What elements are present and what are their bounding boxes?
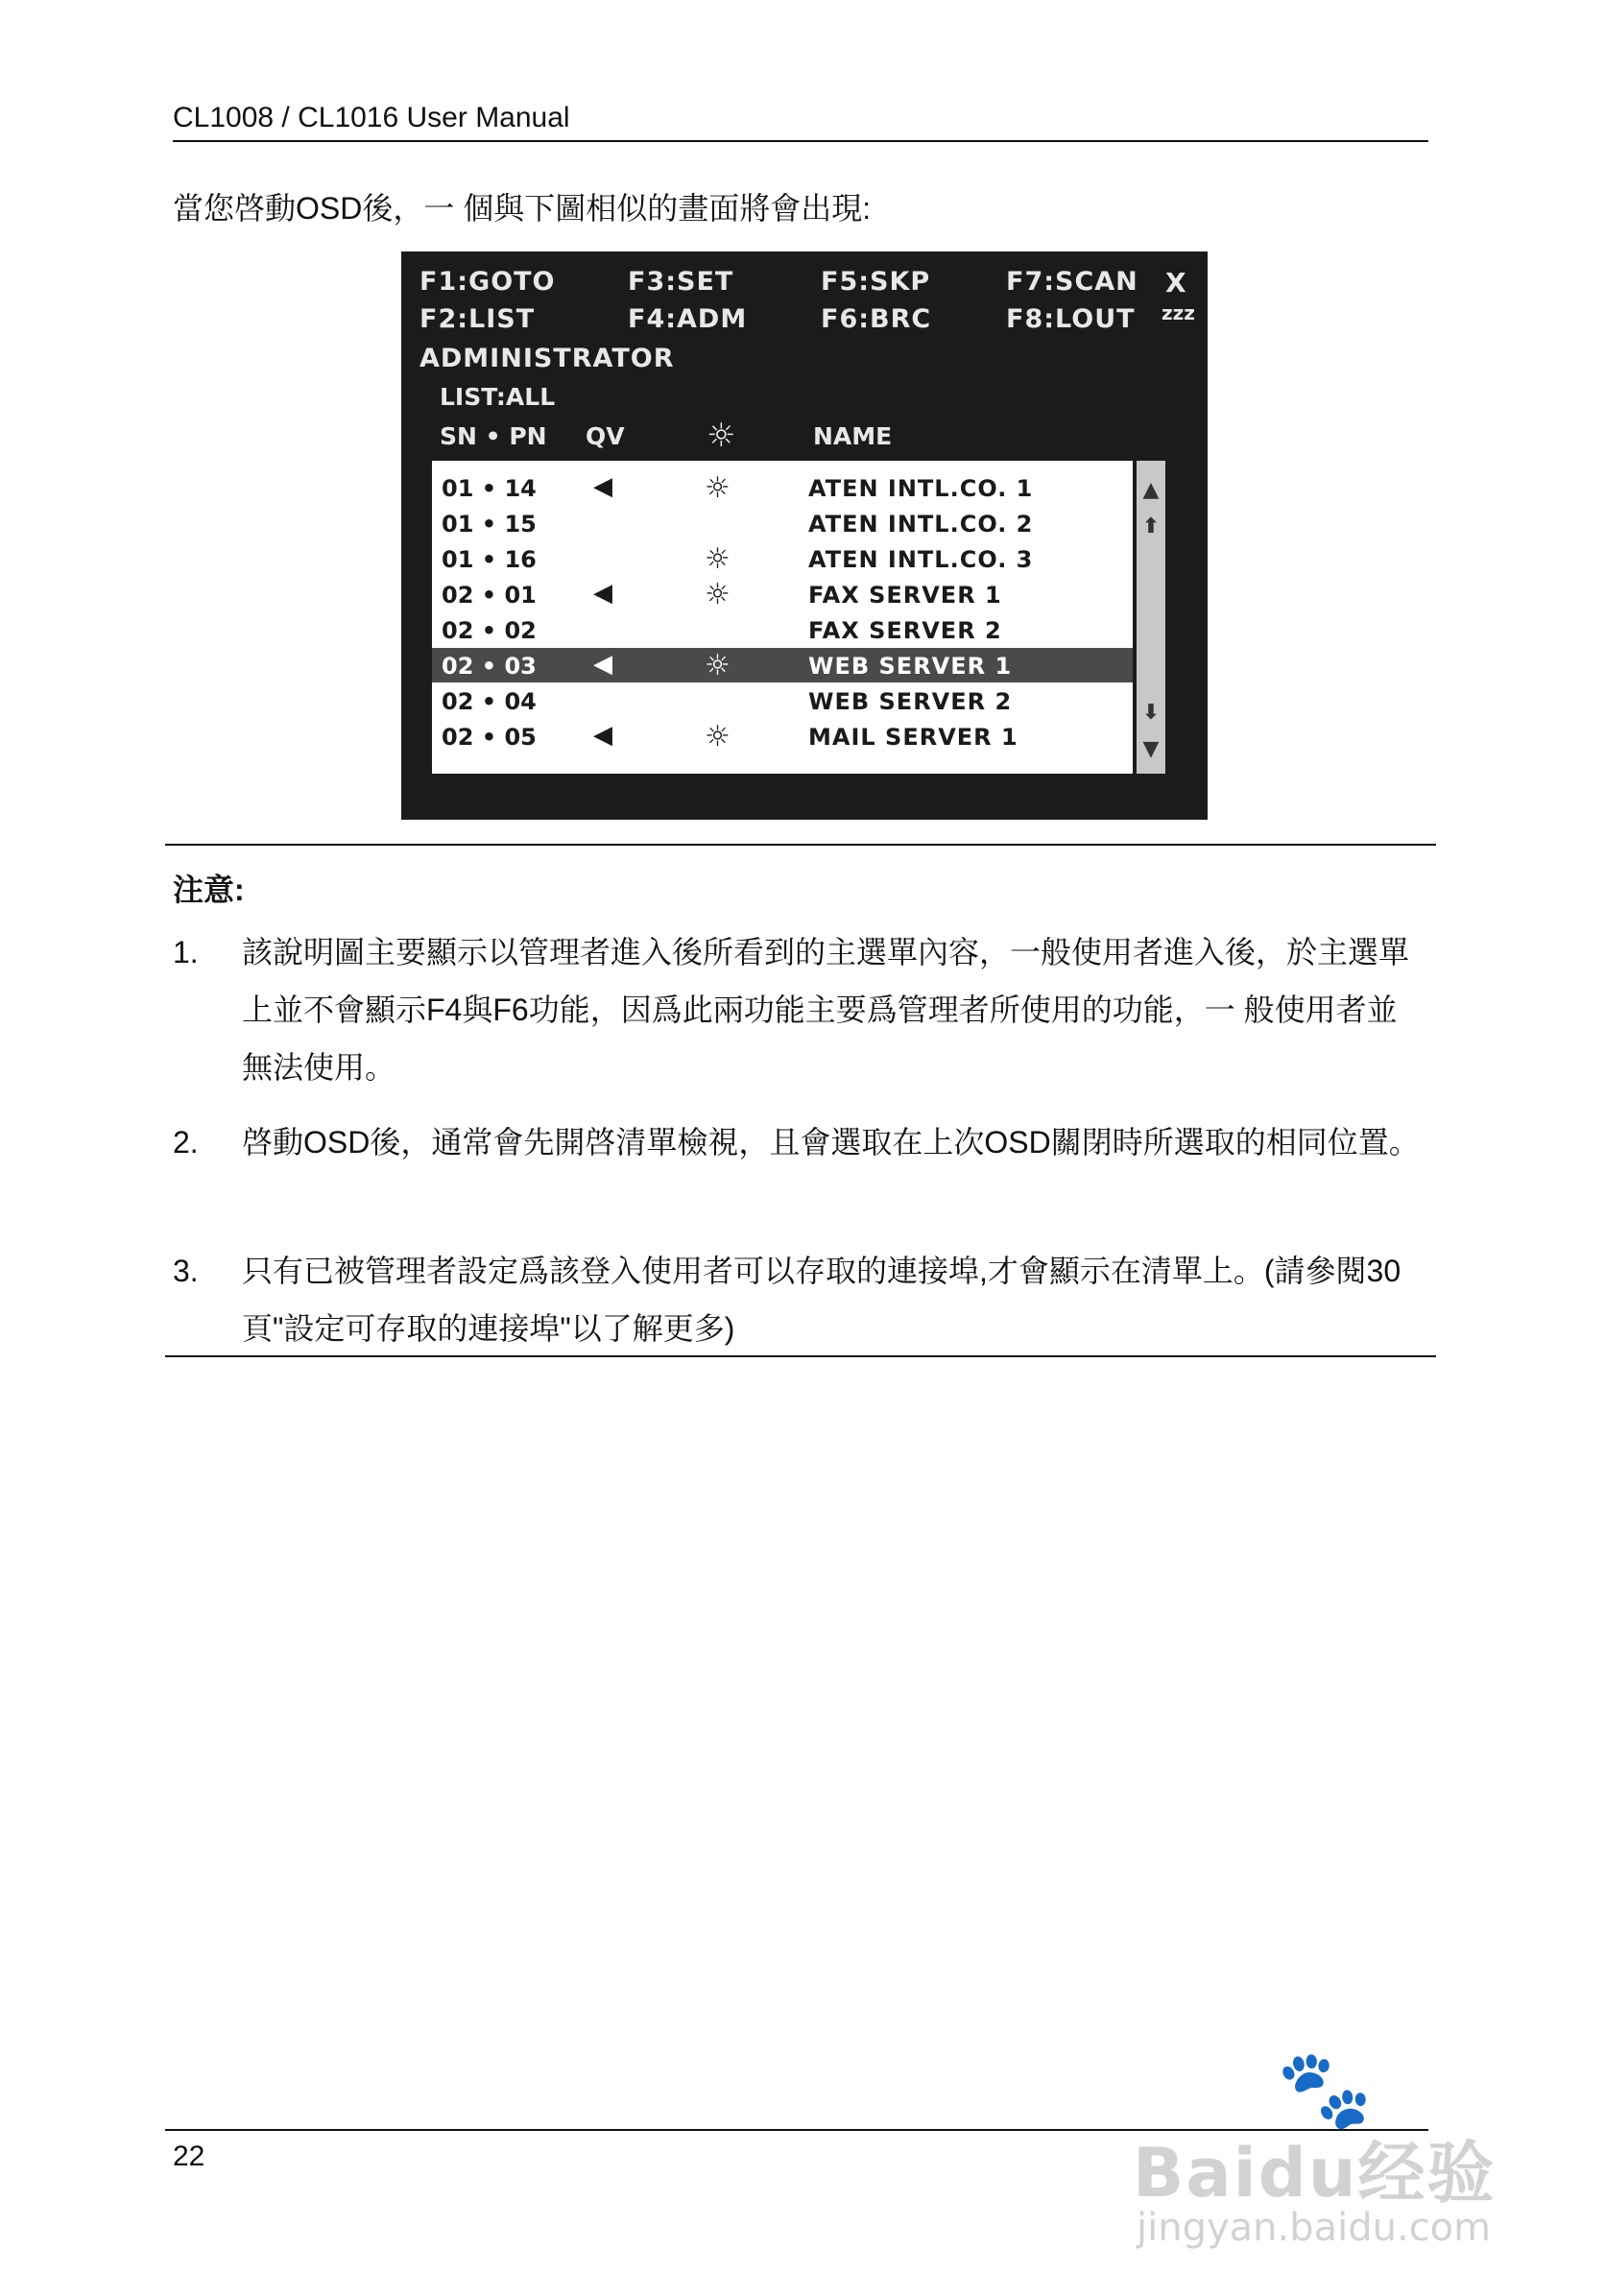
note-text: 只有已被管理者設定爲該登入使用者可以存取的連接埠,才會顯示在清單上。(請參閱30頁"設定可存取的連接埠"以了解更多) xyxy=(242,1254,1401,1346)
osd-screenshot xyxy=(401,251,1208,820)
fkey-scan: F7:SCAN xyxy=(1006,267,1138,297)
port-sn-pn: 02 • 01 xyxy=(442,582,537,609)
port-sn-pn: 02 • 05 xyxy=(442,724,537,751)
port-list-row[interactable] xyxy=(432,719,1133,753)
port-sn-pn: 01 • 14 xyxy=(442,475,537,502)
port-name: ATEN INTL.CO. 2 xyxy=(808,511,1034,538)
power-on-icon: ☼ xyxy=(705,649,731,682)
port-list-row[interactable] xyxy=(432,577,1133,611)
manual-header-title: CL1008 / CL1016 User Manual xyxy=(173,102,570,133)
col-header-name: NAME xyxy=(813,422,893,450)
port-list xyxy=(432,461,1133,774)
line-down-icon[interactable]: ⬇ xyxy=(1141,701,1161,725)
port-list-row[interactable] xyxy=(432,506,1133,540)
port-name: WEB SERVER 2 xyxy=(808,688,1013,715)
note-number: 2. xyxy=(173,1125,199,1160)
paw-icon: 🐾 xyxy=(1277,2046,1373,2132)
osd-user-label: ADMINISTRATOR xyxy=(419,344,675,373)
intro-paragraph: 當您啓動OSD後，一 個與下圖相似的畫面將會出現: xyxy=(173,191,872,226)
osd-list-mode: LIST:ALL xyxy=(440,383,556,411)
note-item-1 xyxy=(173,923,1430,1096)
fkey-set: F3:SET xyxy=(628,267,734,297)
port-sn-pn: 02 • 04 xyxy=(442,688,537,715)
quick-view-icon: ◀ xyxy=(593,721,612,750)
note-title: 注意: xyxy=(173,873,245,907)
note-number: 3. xyxy=(173,1254,199,1288)
fkey-brc: F6:BRC xyxy=(821,304,932,334)
fkey-adm: F4:ADM xyxy=(628,304,748,334)
port-name: MAIL SERVER 1 xyxy=(808,724,1018,751)
baidu-watermark xyxy=(1133,2045,1536,2265)
sleep-icon: zzz xyxy=(1162,301,1195,324)
header-divider xyxy=(173,140,1428,142)
power-on-icon: ☼ xyxy=(705,471,731,505)
port-name: ATEN INTL.CO. 1 xyxy=(808,475,1034,502)
col-header-sn-pn: SN • PN xyxy=(440,422,547,450)
fkey-lout: F8:LOUT xyxy=(1006,304,1136,334)
col-header-power-icon: ☼ xyxy=(707,417,736,455)
power-on-icon: ☼ xyxy=(705,542,731,576)
port-list-row[interactable] xyxy=(432,470,1133,505)
close-icon: X xyxy=(1165,267,1186,299)
note-item-3 xyxy=(173,1242,1430,1357)
quick-view-icon: ◀ xyxy=(593,472,612,501)
fkey-list: F2:LIST xyxy=(419,304,536,334)
port-name: ATEN INTL.CO. 3 xyxy=(808,546,1034,573)
port-name: FAX SERVER 2 xyxy=(808,617,1002,644)
line-up-icon[interactable]: ⬆ xyxy=(1141,514,1161,538)
port-name: FAX SERVER 1 xyxy=(808,582,1002,609)
quick-view-icon: ◀ xyxy=(593,650,612,679)
port-sn-pn: 01 • 16 xyxy=(442,546,537,573)
note-top-rule xyxy=(165,844,1436,846)
port-list-row[interactable] xyxy=(432,541,1133,576)
port-sn-pn: 01 • 15 xyxy=(442,511,537,538)
note-text: 該說明圖主要顯示以管理者進入後所看到的主選單內容，一般使用者進入後，於主選單上並不會顯示F4與F6功能，因爲此兩功能主要爲管理者所使用的功能，一 般使用者並無法使用。 xyxy=(242,935,1410,1085)
watermark-url: jingyan.baidu.com xyxy=(1137,2206,1492,2250)
page-number: 22 xyxy=(173,2141,205,2172)
port-list-row[interactable] xyxy=(432,683,1133,718)
note-number: 1. xyxy=(173,935,199,969)
port-list-row[interactable] xyxy=(432,648,1133,682)
port-name: WEB SERVER 1 xyxy=(808,653,1013,680)
power-on-icon: ☼ xyxy=(705,720,731,753)
list-scrollbar[interactable] xyxy=(1137,461,1165,774)
quick-view-icon: ◀ xyxy=(593,579,612,608)
note-item-2 xyxy=(173,1113,1430,1229)
port-sn-pn: 02 • 02 xyxy=(442,617,537,644)
page-down-icon[interactable]: ▼ xyxy=(1142,737,1160,761)
fkey-goto: F1:GOTO xyxy=(419,267,556,297)
fkey-skp: F5:SKP xyxy=(821,267,931,297)
col-header-qv: QV xyxy=(586,422,625,450)
watermark-brand: Baidu经验 xyxy=(1133,2134,1497,2212)
note-text: 啓動OSD後，通常會先開啓清單檢視，且會選取在上次OSD關閉時所選取的相同位置。 xyxy=(242,1125,1420,1160)
note-bottom-rule xyxy=(165,1355,1436,1357)
page-up-icon[interactable]: ▲ xyxy=(1142,478,1160,502)
port-list-row[interactable] xyxy=(432,612,1133,647)
port-sn-pn: 02 • 03 xyxy=(442,653,537,680)
power-on-icon: ☼ xyxy=(705,578,731,611)
